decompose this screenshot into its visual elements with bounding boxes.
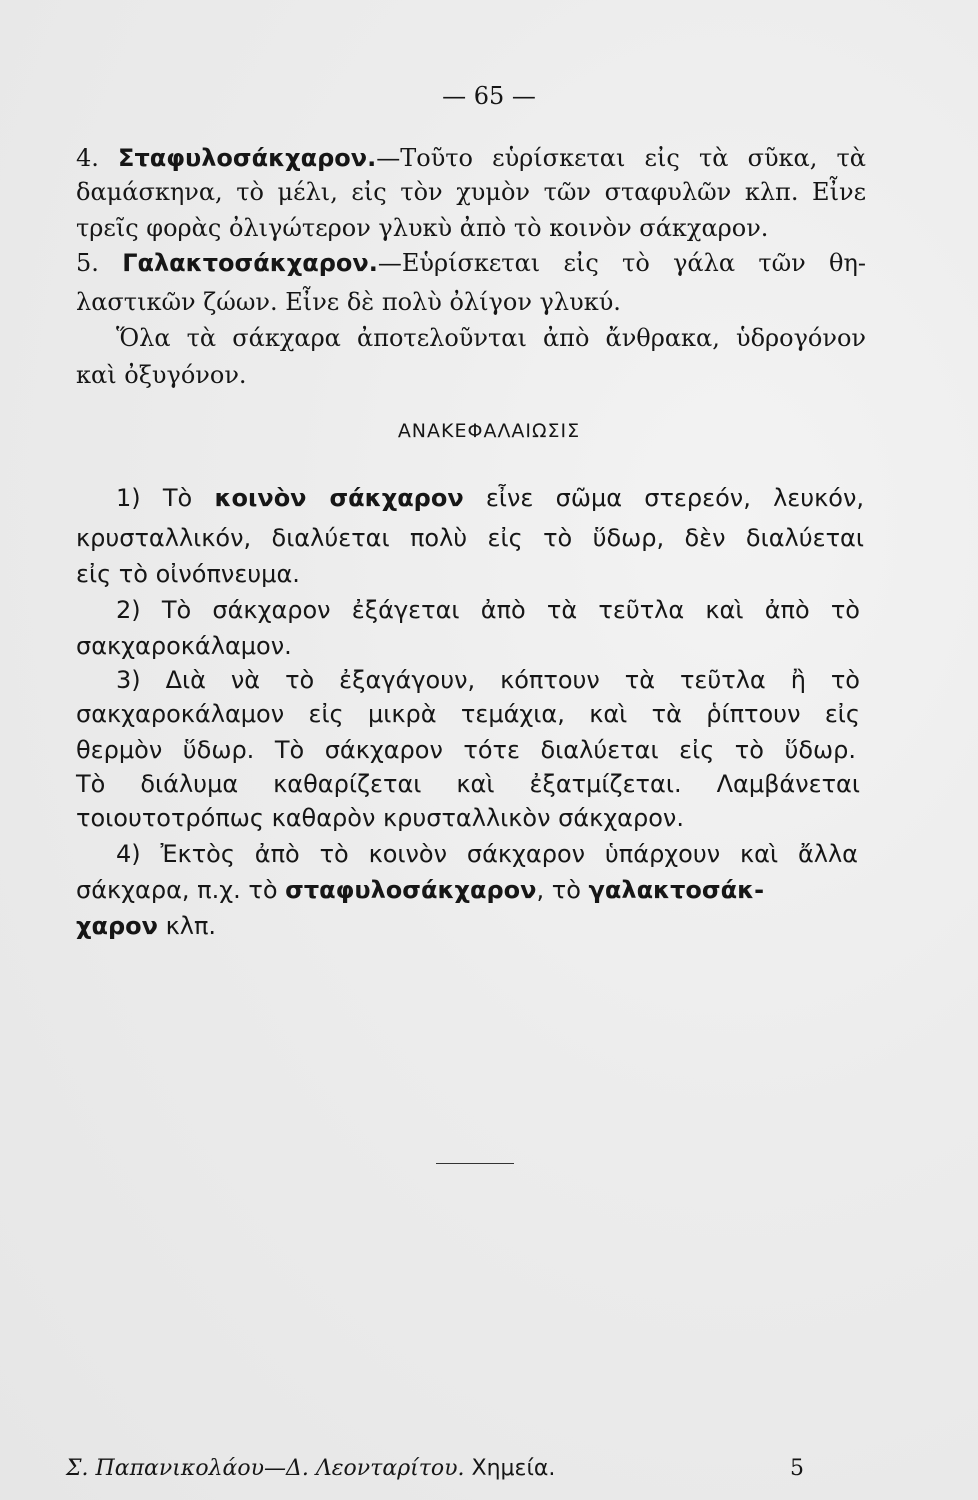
summary-point-3-line-1: 3) Διὰ νὰ τὸ ἐξαγάγουν, κόπτουν τὰ τεῦτλα ἢ τὸ [116,666,860,694]
footer-subject: Χημεία. [471,1456,556,1481]
summary-point-4-line-2-c: , τὸ [536,876,589,904]
footer-signature-number: 5 [790,1456,804,1481]
section-5-line-2: λαστικῶν ζώων. Εἶνε δὲ πολὺ ὀλίγον γλυκύ. [76,288,621,316]
section-4-line-3: τρεῖς φορὰς ὀλιγώτερον γλυκὺ ἀπὸ τὸ κοινὸν σάκχαρον. [76,214,769,242]
summary-point-1-line-1-text: εἶνε σῶμα στερεόν, λευκόν, [463,484,864,512]
summary-point-2-line-1: 2) Τὸ σάκχαρον ἐξάγεται ἀπὸ τὰ τεῦτλα καὶ ἀπὸ τὸ [116,596,860,624]
summary-point-1-line-2: κρυσταλλικόν, διαλύεται πολὺ εἰς τὸ ὕδωρ, δὲν διαλύεται [76,524,864,552]
summary-point-4-line-2-a: σάκχαρα, π.χ. τὸ [76,876,286,904]
page-number: — 65 — [442,82,536,110]
section-5-number: 5. [76,249,99,277]
summary-point-4-line-3 [76,914,866,938]
section-4-number: 4. [76,144,99,172]
section-divider [436,1163,514,1164]
section-4-title: Σταφυλοσάκχαρον. [118,144,377,172]
milk-sugar-term: γαλακτοσάκ- [588,876,765,904]
summary-point-3-line-5: τοιουτοτρόπως καθαρὸν κρυσταλλικὸν σάκχαρον. [76,804,684,832]
summary-point-1-prefix: 1) Τὸ [116,484,215,512]
section-4-line-1-text: —Τοῦτο εὑρίσκεται εἰς τὰ σῦκα, τὰ [376,144,866,172]
all-sugars-line-2: καὶ ὀξυγόνον. [76,361,247,389]
summary-point-3-line-3: θερμὸν ὕδωρ. Τὸ σάκχαρον τότε διαλύεται εἰς τὸ ὕδωρ. [76,736,856,764]
section-5-line-1-text: —Εὑρίσκεται εἰς τὸ γάλα τῶν θη- [377,249,866,277]
grape-sugar-term: σταφυλοσάκχαρον [285,876,537,904]
summary-point-1-bold: κοινὸν σάκχαρον [214,484,464,512]
section-5-title: Γαλακτοσάκχαρον. [122,249,378,277]
all-sugars-line-1: Ὅλα τὰ σάκχαρα ἀποτελοῦνται ἀπὸ ἄνθρακα, ὑδρογόνον [116,324,866,352]
section-4-line-2: δαμάσκηνα, τὸ μέλι, εἰς τὸν χυμὸν τῶν σταφυλῶν κλπ. Εἶνε [76,178,866,206]
footer-authors-text: Σ. Παπανικολάου—Δ. Λεονταρίτου. [66,1456,465,1481]
summary-point-1-line-1 [116,486,864,510]
summary-point-4-line-1: 4) Ἐκτὸς ἀπὸ τὸ κοινὸν σάκχαρον ὑπάρχουν καὶ ἄλλα [116,840,858,868]
summary-point-1-line-3: εἰς τὸ οἰνόπνευμα. [76,560,300,588]
summary-point-2-line-2: σακχαροκάλαμον. [76,632,292,660]
summary-point-4-line-2 [76,878,866,902]
milk-sugar-term-end: χαρον [76,912,158,940]
summary-heading: ΑΝΑΚΕΦΑΛΑΙΩΣΙΣ [397,420,581,442]
section-4-line-1 [76,146,866,170]
section-5-line-1 [76,251,866,275]
summary-point-4-line-3-text: κλπ. [157,912,217,940]
summary-point-3-line-2: σακχαροκάλαμον εἰς μικρὰ τεμάχια, καὶ τὰ ῥίπτουν εἰς [76,700,860,728]
summary-point-3-line-4: Τὸ διάλυμα καθαρίζεται καὶ ἐξατμίζεται. Λαμβάνεται [76,770,860,798]
footer-authors [66,1456,555,1481]
